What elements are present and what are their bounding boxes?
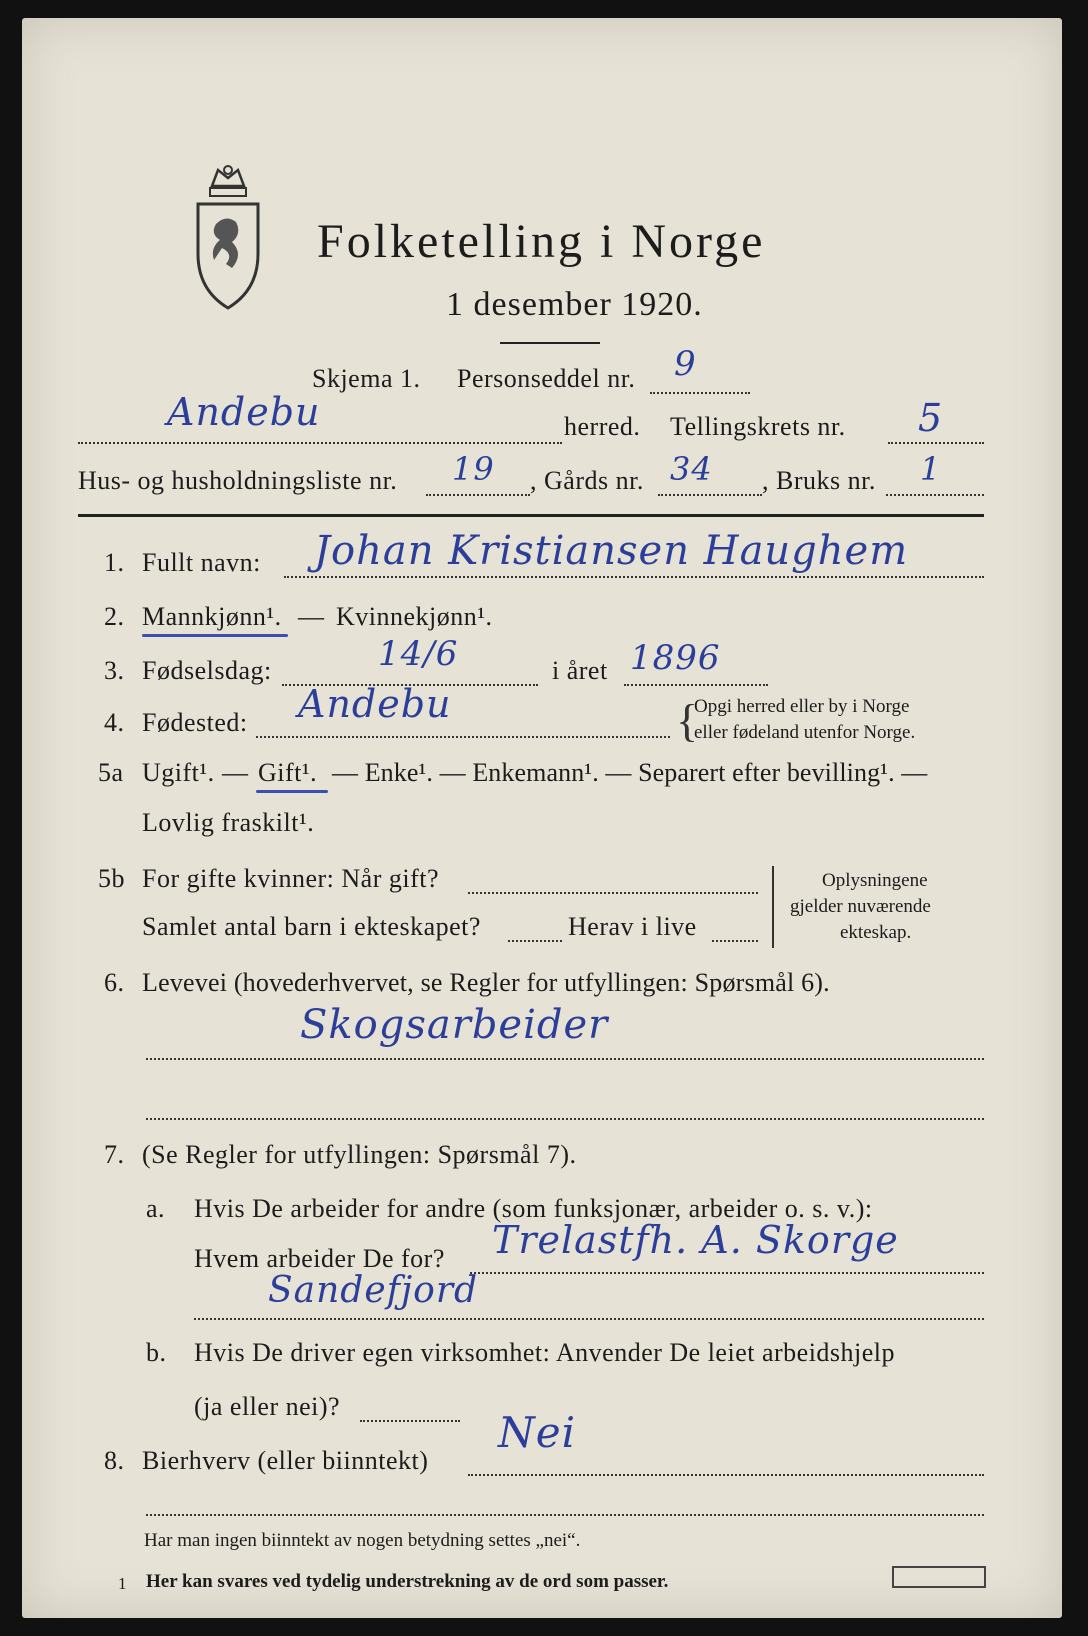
q3-label: Fødselsdag: bbox=[142, 656, 272, 685]
q4-number: 4. bbox=[104, 708, 125, 737]
q7a-question: Hvem arbeider De for? bbox=[194, 1244, 445, 1273]
employer-value[interactable]: Trelastfh. A. Skorge bbox=[492, 1218, 899, 1262]
q7b-number: b. bbox=[146, 1338, 167, 1367]
q5b-bracket bbox=[766, 866, 774, 948]
printer-stamp bbox=[892, 1566, 986, 1588]
herred-line bbox=[78, 442, 562, 444]
census-form bbox=[22, 18, 1062, 1618]
tellingskrets-label: Tellingskrets nr. bbox=[670, 412, 846, 441]
coat-of-arms-icon bbox=[192, 164, 264, 314]
civil-status-rest[interactable]: — Enke¹. — Enkemann¹. — Separert efter bevilling¹. — bbox=[332, 758, 928, 787]
gards-label: , Gårds nr. bbox=[530, 466, 644, 495]
herred-value[interactable]: Andebu bbox=[167, 390, 321, 434]
q5b-line1 bbox=[468, 892, 758, 894]
nei-note: Har man ingen biinntekt av nogen betydning settes „nei“. bbox=[144, 1530, 581, 1551]
personseddel-label: Personseddel nr. bbox=[457, 364, 636, 393]
header-divider bbox=[78, 514, 984, 517]
q1-line bbox=[284, 576, 984, 578]
q7a-line1 bbox=[470, 1272, 984, 1274]
q7-label: (Se Regler for utfyllingen: Spørsmål 7). bbox=[142, 1140, 577, 1169]
title-rule bbox=[500, 342, 600, 344]
personseddel-value[interactable]: 9 bbox=[674, 344, 697, 384]
footnote-mark: 1 bbox=[118, 1574, 127, 1593]
q7a-label: Hvis De arbeider for andre (som funksjonær, arbeider o. s. v.): bbox=[194, 1194, 873, 1223]
q8-number: 8. bbox=[104, 1446, 125, 1475]
q5b-note2: gjelder nuværende bbox=[790, 896, 931, 917]
fraskilt-option[interactable]: Lovlig fraskilt¹. bbox=[142, 808, 315, 837]
herred-label: herred. bbox=[564, 412, 641, 441]
q6-number: 6. bbox=[104, 968, 125, 997]
tellingskrets-line bbox=[888, 442, 984, 444]
ugift-option[interactable]: Ugift¹. bbox=[142, 758, 215, 787]
q5b-label1: For gifte kvinner: Når gift? bbox=[142, 864, 440, 893]
q6-label: Levevei (hovederhvervet, se Regler for utfyllingen: Spørsmål 6). bbox=[142, 968, 830, 997]
q7a-line2 bbox=[194, 1318, 984, 1320]
birth-year-value[interactable]: 1896 bbox=[630, 638, 721, 678]
q5b-label2: Samlet antal barn i ekteskapet? bbox=[142, 912, 481, 941]
q4-line bbox=[256, 736, 670, 738]
gards-line bbox=[658, 494, 762, 496]
q5b-line3 bbox=[712, 940, 758, 942]
q7b-line bbox=[360, 1420, 460, 1422]
footnote-text: Her kan svares ved tydelig understrekning av de ord som passer. bbox=[146, 1571, 669, 1592]
q7-number: 7. bbox=[104, 1140, 125, 1169]
q5b-note3: ekteskap. bbox=[840, 922, 912, 943]
q2-number: 2. bbox=[104, 602, 125, 631]
tellingskrets-value[interactable]: 5 bbox=[918, 396, 944, 440]
q6-line2 bbox=[146, 1118, 984, 1120]
birthplace-value[interactable]: Andebu bbox=[298, 682, 452, 726]
year-label: i året bbox=[552, 656, 608, 685]
q7b-label: Hvis De driver egen virksomhet: Anvender De leiet arbeidshjelp bbox=[194, 1338, 896, 1367]
q8-line2 bbox=[146, 1514, 984, 1516]
q4-label: Fødested: bbox=[142, 708, 248, 737]
gift-underline bbox=[256, 790, 328, 793]
q5b-number: 5b bbox=[98, 864, 125, 893]
q4-note-bracket: { bbox=[676, 695, 699, 746]
gards-value[interactable]: 34 bbox=[670, 450, 713, 488]
form-title: Folketelling i Norge bbox=[317, 215, 766, 268]
occupation-value[interactable]: Skogsarbeider bbox=[300, 1002, 609, 1048]
q1-label: Fullt navn: bbox=[142, 548, 261, 577]
q7b-question: (ja eller nei)? bbox=[194, 1392, 341, 1421]
husholdning-value[interactable]: 19 bbox=[452, 450, 495, 488]
census-date: 1 desember 1920. bbox=[446, 286, 703, 323]
employer-place-value[interactable]: Sandefjord bbox=[268, 1270, 479, 1311]
q1-number: 1. bbox=[104, 548, 125, 577]
civil-dash: — bbox=[222, 758, 249, 787]
bruks-value[interactable]: 1 bbox=[920, 450, 942, 488]
personseddel-line bbox=[650, 392, 750, 394]
birthday-value[interactable]: 14/6 bbox=[378, 634, 459, 674]
q3-year-line bbox=[624, 684, 768, 686]
bruks-label: , Bruks nr. bbox=[762, 466, 876, 495]
gender-separator: — bbox=[298, 602, 325, 631]
q5b-line2 bbox=[508, 940, 562, 942]
q8-label: Bierhverv (eller biinntekt) bbox=[142, 1446, 429, 1475]
q5b-note1: Oplysningene bbox=[822, 870, 928, 891]
q8-line bbox=[468, 1474, 984, 1476]
q5b-label3: Herav i live bbox=[568, 912, 697, 941]
bruks-line bbox=[886, 494, 984, 496]
full-name-value[interactable]: Johan Kristiansen Haughem bbox=[314, 528, 909, 574]
q5a-number: 5a bbox=[98, 758, 124, 787]
q7a-number: a. bbox=[146, 1194, 166, 1223]
male-underline bbox=[142, 634, 288, 637]
husholdning-line bbox=[426, 494, 530, 496]
side-income-value[interactable]: Nei bbox=[498, 1408, 577, 1457]
husholdning-label: Hus- og husholdningsliste nr. bbox=[78, 466, 398, 495]
q6-line1 bbox=[146, 1058, 984, 1060]
q4-note-line2: eller fødeland utenfor Norge. bbox=[694, 722, 916, 743]
q4-note-line1: Opgi herred eller by i Norge bbox=[694, 696, 910, 717]
schema-label: Skjema 1. bbox=[312, 364, 421, 393]
gift-option[interactable]: Gift¹. bbox=[258, 758, 318, 787]
male-option[interactable]: Mannkjønn¹. bbox=[142, 602, 282, 631]
female-option[interactable]: Kvinnekjønn¹. bbox=[336, 602, 493, 631]
q3-number: 3. bbox=[104, 656, 125, 685]
